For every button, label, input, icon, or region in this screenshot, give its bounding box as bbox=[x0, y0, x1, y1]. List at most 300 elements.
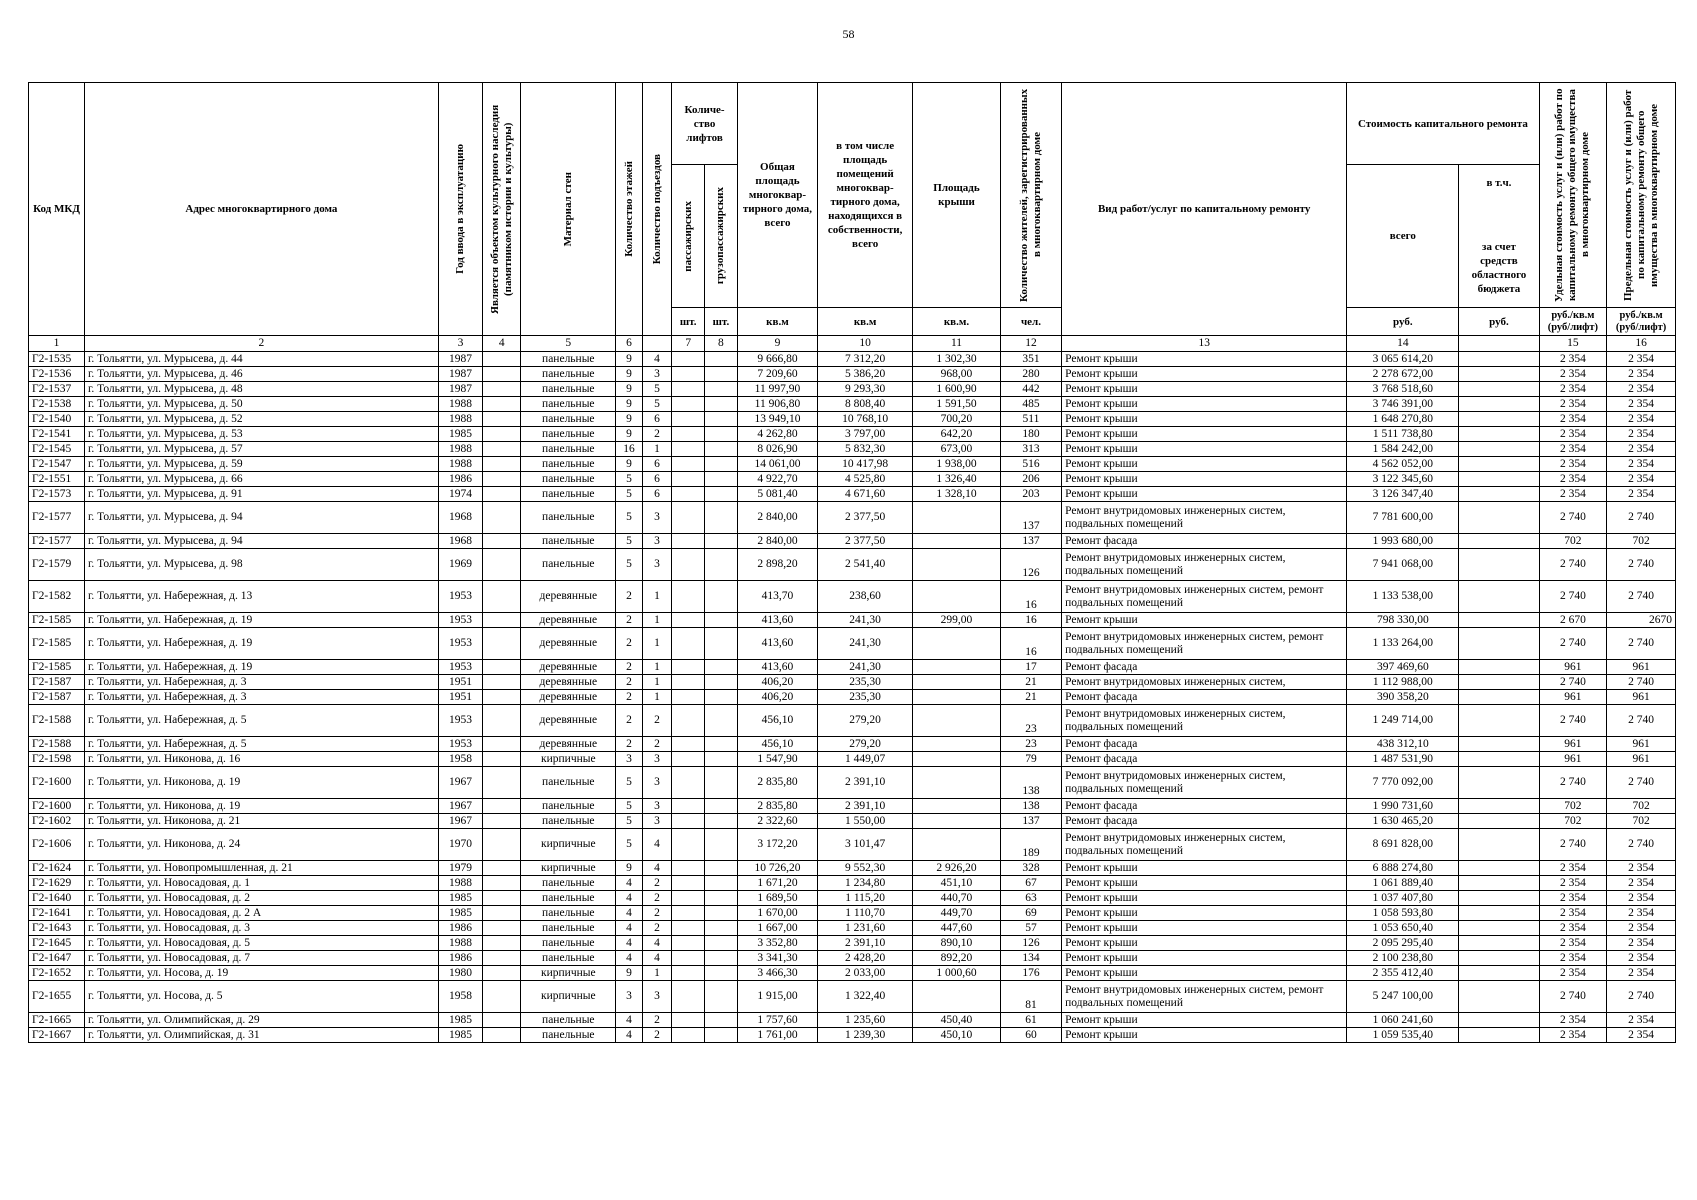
cell-residents: 21 bbox=[1000, 690, 1061, 705]
cell-area-total: 406,20 bbox=[737, 690, 817, 705]
cell-floors: 9 bbox=[616, 427, 642, 442]
cell-address: г. Тольятти, ул. Новосадовая, д. 1 bbox=[84, 876, 438, 891]
table-row bbox=[29, 427, 1676, 442]
cell-area-owned: 1 550,00 bbox=[818, 814, 913, 829]
cell-address: г. Тольятти, ул. Олимпийская, д. 31 bbox=[84, 1028, 438, 1043]
cell-unit-cost: 2 354 bbox=[1539, 382, 1607, 397]
cell-walls: панельные bbox=[521, 549, 616, 581]
cell-lifts-passenger bbox=[672, 660, 705, 675]
cell-entrances: 4 bbox=[642, 936, 672, 951]
cell-cost-total: 438 312,10 bbox=[1347, 737, 1459, 752]
cell-area-total: 2 840,00 bbox=[737, 502, 817, 534]
cell-residents: 485 bbox=[1000, 397, 1061, 412]
cell-year: 1951 bbox=[438, 675, 482, 690]
cell-address: г. Тольятти, ул. Мурысева, д. 46 bbox=[84, 367, 438, 382]
header-cost-regional bbox=[1459, 165, 1539, 308]
cell-area-owned: 9 293,30 bbox=[818, 382, 913, 397]
cell-lifts-passenger bbox=[672, 906, 705, 921]
cell-cost-regional bbox=[1459, 891, 1539, 906]
cell-work-type: Ремонт крыши bbox=[1062, 936, 1347, 951]
header-max-cost: Предельная стоимость услуг и (или) работ по капитальному ремонту общего имущества в многоквартирном доме bbox=[1607, 83, 1676, 308]
cell-cost-total: 1 249 714,00 bbox=[1347, 705, 1459, 737]
cell-max-cost: 2 354 bbox=[1607, 397, 1676, 412]
cell-area-total: 4 262,80 bbox=[737, 427, 817, 442]
cell-code: Г2-1551 bbox=[29, 472, 85, 487]
header-cost-total: всего bbox=[1347, 165, 1459, 308]
header-walls: Материал стен bbox=[521, 83, 616, 336]
cell-lifts-cargo bbox=[705, 628, 738, 660]
cell-residents: 23 bbox=[1000, 737, 1061, 752]
cell-address: г. Тольятти, ул. Носова, д. 5 bbox=[84, 981, 438, 1013]
cell-lifts-passenger bbox=[672, 921, 705, 936]
cell-work-type: Ремонт внутридомовых инженерных систем, подвальных помещений bbox=[1062, 502, 1347, 534]
cell-cost-total: 3 768 518,60 bbox=[1347, 382, 1459, 397]
cell-floors: 2 bbox=[616, 675, 642, 690]
cell-work-type: Ремонт крыши bbox=[1062, 906, 1347, 921]
cell-heritage bbox=[483, 767, 521, 799]
cell-lifts-passenger bbox=[672, 876, 705, 891]
cell-walls: панельные bbox=[521, 397, 616, 412]
cell-unit-cost: 961 bbox=[1539, 660, 1607, 675]
cell-work-type: Ремонт крыши bbox=[1062, 966, 1347, 981]
cell-walls: панельные bbox=[521, 412, 616, 427]
cell-floors: 5 bbox=[616, 549, 642, 581]
cell-area-owned: 1 235,60 bbox=[818, 1013, 913, 1028]
column-number: 3 bbox=[438, 336, 482, 352]
table-row bbox=[29, 472, 1676, 487]
cell-lifts-cargo bbox=[705, 814, 738, 829]
cell-area-owned: 4 671,60 bbox=[818, 487, 913, 502]
page-number: 58 bbox=[842, 27, 855, 41]
cell-lifts-passenger bbox=[672, 814, 705, 829]
header-year: Год ввода в эксплуатацию bbox=[438, 83, 482, 336]
cell-work-type: Ремонт внутридомовых инженерных систем, подвальных помещений bbox=[1062, 767, 1347, 799]
table-row bbox=[29, 799, 1676, 814]
cell-code: Г2-1541 bbox=[29, 427, 85, 442]
cell-code: Г2-1667 bbox=[29, 1028, 85, 1043]
cell-cost-regional bbox=[1459, 549, 1539, 581]
cell-code: Г2-1587 bbox=[29, 675, 85, 690]
cell-residents: 137 bbox=[1000, 502, 1061, 534]
cell-area-total: 3 172,20 bbox=[737, 829, 817, 861]
cell-code: Г2-1540 bbox=[29, 412, 85, 427]
cell-address: г. Тольятти, ул. Олимпийская, д. 29 bbox=[84, 1013, 438, 1028]
cell-area-total: 11 906,80 bbox=[737, 397, 817, 412]
cell-heritage bbox=[483, 951, 521, 966]
cell-code: Г2-1588 bbox=[29, 705, 85, 737]
cell-entrances: 6 bbox=[642, 412, 672, 427]
cell-year: 1967 bbox=[438, 799, 482, 814]
cell-cost-total: 4 562 052,00 bbox=[1347, 457, 1459, 472]
cell-work-type: Ремонт крыши bbox=[1062, 427, 1347, 442]
cell-cost-regional bbox=[1459, 690, 1539, 705]
cell-address: г. Тольятти, ул. Новопромышленная, д. 21 bbox=[84, 861, 438, 876]
column-number: 7 bbox=[672, 336, 705, 352]
cell-roof-area: 673,00 bbox=[913, 442, 1001, 457]
cell-lifts-cargo bbox=[705, 581, 738, 613]
cell-cost-regional bbox=[1459, 442, 1539, 457]
table-row bbox=[29, 1028, 1676, 1043]
cell-address: г. Тольятти, ул. Новосадовая, д. 5 bbox=[84, 936, 438, 951]
cell-residents: 137 bbox=[1000, 814, 1061, 829]
cell-area-total: 10 726,20 bbox=[737, 861, 817, 876]
cell-lifts-cargo bbox=[705, 549, 738, 581]
cell-cost-total: 7 770 092,00 bbox=[1347, 767, 1459, 799]
cell-walls: кирпичные bbox=[521, 829, 616, 861]
cell-lifts-cargo bbox=[705, 876, 738, 891]
cell-area-total: 2 322,60 bbox=[737, 814, 817, 829]
column-number bbox=[642, 336, 672, 352]
cell-roof-area: 1 591,50 bbox=[913, 397, 1001, 412]
cell-heritage bbox=[483, 534, 521, 549]
cell-walls: деревянные bbox=[521, 690, 616, 705]
cell-entrances: 1 bbox=[642, 442, 672, 457]
cell-cost-regional bbox=[1459, 581, 1539, 613]
cell-code: Г2-1585 bbox=[29, 660, 85, 675]
cell-entrances: 2 bbox=[642, 427, 672, 442]
cell-unit-cost: 702 bbox=[1539, 814, 1607, 829]
cell-code: Г2-1537 bbox=[29, 382, 85, 397]
cell-area-total: 1 667,00 bbox=[737, 921, 817, 936]
cell-entrances: 3 bbox=[642, 534, 672, 549]
cell-residents: 351 bbox=[1000, 352, 1061, 367]
cell-heritage bbox=[483, 981, 521, 1013]
cell-work-type: Ремонт фасада bbox=[1062, 752, 1347, 767]
cell-lifts-passenger bbox=[672, 427, 705, 442]
cell-lifts-cargo bbox=[705, 412, 738, 427]
cell-entrances: 1 bbox=[642, 660, 672, 675]
cell-address: г. Тольятти, ул. Новосадовая, д. 2 А bbox=[84, 906, 438, 921]
cell-area-total: 1 670,00 bbox=[737, 906, 817, 921]
cell-cost-regional bbox=[1459, 382, 1539, 397]
cell-cost-total: 8 691 828,00 bbox=[1347, 829, 1459, 861]
cell-work-type: Ремонт внутридомовых инженерных систем, подвальных помещений bbox=[1062, 549, 1347, 581]
cell-cost-total: 2 100 238,80 bbox=[1347, 951, 1459, 966]
cell-unit-cost: 2 354 bbox=[1539, 861, 1607, 876]
cell-heritage bbox=[483, 921, 521, 936]
cell-floors: 5 bbox=[616, 502, 642, 534]
column-number: 9 bbox=[737, 336, 817, 352]
cell-floors: 9 bbox=[616, 457, 642, 472]
cell-walls: панельные bbox=[521, 352, 616, 367]
cell-lifts-passenger bbox=[672, 549, 705, 581]
table-row bbox=[29, 814, 1676, 829]
cell-entrances: 1 bbox=[642, 675, 672, 690]
table-row bbox=[29, 367, 1676, 382]
header-work-type: Вид работ/услуг по капитальному ремонту bbox=[1062, 83, 1347, 336]
cell-lifts-passenger bbox=[672, 690, 705, 705]
cell-lifts-cargo bbox=[705, 382, 738, 397]
header-area-total: Общая площадь многоквар-тирного дома, всего bbox=[737, 83, 817, 308]
cell-work-type: Ремонт крыши bbox=[1062, 487, 1347, 502]
cell-entrances: 1 bbox=[642, 690, 672, 705]
cell-lifts-passenger bbox=[672, 767, 705, 799]
cell-cost-total: 6 888 274,80 bbox=[1347, 861, 1459, 876]
cell-address: г. Тольятти, ул. Мурысева, д. 44 bbox=[84, 352, 438, 367]
cell-cost-regional bbox=[1459, 936, 1539, 951]
cell-floors: 4 bbox=[616, 951, 642, 966]
header-lifts-passenger: пассажирских bbox=[672, 165, 705, 308]
cell-lifts-cargo bbox=[705, 767, 738, 799]
cell-cost-regional bbox=[1459, 412, 1539, 427]
cell-walls: панельные bbox=[521, 487, 616, 502]
table-row bbox=[29, 906, 1676, 921]
cell-cost-total: 1 584 242,00 bbox=[1347, 442, 1459, 457]
cell-area-total: 8 026,90 bbox=[737, 442, 817, 457]
cell-code: Г2-1587 bbox=[29, 690, 85, 705]
cell-heritage bbox=[483, 427, 521, 442]
cell-code: Г2-1538 bbox=[29, 397, 85, 412]
cell-floors: 2 bbox=[616, 705, 642, 737]
cell-year: 1968 bbox=[438, 502, 482, 534]
cell-unit-cost: 2 740 bbox=[1539, 549, 1607, 581]
cell-area-total: 3 466,30 bbox=[737, 966, 817, 981]
cell-heritage bbox=[483, 799, 521, 814]
cell-unit-cost: 2 354 bbox=[1539, 936, 1607, 951]
cell-address: г. Тольятти, ул. Никонова, д. 19 bbox=[84, 799, 438, 814]
cell-max-cost: 2 740 bbox=[1607, 549, 1676, 581]
cell-area-owned: 241,30 bbox=[818, 660, 913, 675]
cell-year: 1987 bbox=[438, 367, 482, 382]
cell-residents: 206 bbox=[1000, 472, 1061, 487]
cell-max-cost: 2 354 bbox=[1607, 442, 1676, 457]
cell-lifts-passenger bbox=[672, 829, 705, 861]
cell-roof-area bbox=[913, 549, 1001, 581]
cell-residents: 16 bbox=[1000, 613, 1061, 628]
cell-year: 1953 bbox=[438, 705, 482, 737]
cell-unit-cost: 2 354 bbox=[1539, 352, 1607, 367]
cell-work-type: Ремонт крыши bbox=[1062, 951, 1347, 966]
cell-address: г. Тольятти, ул. Мурысева, д. 98 bbox=[84, 549, 438, 581]
cell-area-total: 7 209,60 bbox=[737, 367, 817, 382]
column-number: 15 bbox=[1539, 336, 1607, 352]
table-row bbox=[29, 487, 1676, 502]
cell-unit-cost: 702 bbox=[1539, 534, 1607, 549]
cell-floors: 2 bbox=[616, 737, 642, 752]
cell-walls: панельные bbox=[521, 427, 616, 442]
cell-work-type: Ремонт фасада bbox=[1062, 737, 1347, 752]
cell-lifts-cargo bbox=[705, 936, 738, 951]
cell-floors: 3 bbox=[616, 752, 642, 767]
cell-walls: панельные bbox=[521, 1013, 616, 1028]
cell-walls: панельные bbox=[521, 457, 616, 472]
cell-work-type: Ремонт фасада bbox=[1062, 799, 1347, 814]
cell-lifts-passenger bbox=[672, 457, 705, 472]
cell-area-owned: 9 552,30 bbox=[818, 861, 913, 876]
cell-area-owned: 2 428,20 bbox=[818, 951, 913, 966]
cell-lifts-passenger bbox=[672, 705, 705, 737]
cell-unit-cost: 2 740 bbox=[1539, 705, 1607, 737]
cell-lifts-passenger bbox=[672, 1028, 705, 1043]
cell-entrances: 2 bbox=[642, 891, 672, 906]
cell-lifts-cargo bbox=[705, 367, 738, 382]
cell-max-cost: 961 bbox=[1607, 660, 1676, 675]
cell-heritage bbox=[483, 549, 521, 581]
cell-unit-cost: 2 354 bbox=[1539, 966, 1607, 981]
cell-floors: 5 bbox=[616, 767, 642, 799]
cell-lifts-passenger bbox=[672, 628, 705, 660]
cell-heritage bbox=[483, 457, 521, 472]
cell-cost-total: 7 941 068,00 bbox=[1347, 549, 1459, 581]
cell-year: 1953 bbox=[438, 737, 482, 752]
cell-unit-cost: 2 740 bbox=[1539, 581, 1607, 613]
cell-work-type: Ремонт внутридомовых инженерных систем, подвальных помещений bbox=[1062, 705, 1347, 737]
unit-roof-area: кв.м. bbox=[913, 308, 1001, 336]
cell-lifts-cargo bbox=[705, 829, 738, 861]
header-entrances: Количество подъездов bbox=[642, 83, 672, 336]
cell-cost-total: 2 278 672,00 bbox=[1347, 367, 1459, 382]
cell-entrances: 3 bbox=[642, 502, 672, 534]
cell-work-type: Ремонт фасада bbox=[1062, 534, 1347, 549]
cell-area-owned: 241,30 bbox=[818, 628, 913, 660]
cell-work-type: Ремонт внутридомовых инженерных систем, ремонт подвальных помещений bbox=[1062, 628, 1347, 660]
cell-lifts-passenger bbox=[672, 737, 705, 752]
cell-unit-cost: 2 354 bbox=[1539, 367, 1607, 382]
cell-walls: панельные bbox=[521, 382, 616, 397]
cell-area-total: 3 341,30 bbox=[737, 951, 817, 966]
column-number: 1 bbox=[29, 336, 85, 352]
cell-work-type: Ремонт крыши bbox=[1062, 442, 1347, 457]
cell-unit-cost: 961 bbox=[1539, 737, 1607, 752]
cell-area-owned: 2 377,50 bbox=[818, 534, 913, 549]
cell-entrances: 3 bbox=[642, 752, 672, 767]
cell-floors: 4 bbox=[616, 891, 642, 906]
cell-walls: панельные bbox=[521, 534, 616, 549]
cell-area-owned: 3 797,00 bbox=[818, 427, 913, 442]
cell-cost-regional bbox=[1459, 906, 1539, 921]
cell-address: г. Тольятти, ул. Набережная, д. 19 bbox=[84, 613, 438, 628]
cell-residents: 69 bbox=[1000, 906, 1061, 921]
cell-entrances: 3 bbox=[642, 814, 672, 829]
cell-lifts-passenger bbox=[672, 861, 705, 876]
cell-entrances: 2 bbox=[642, 705, 672, 737]
cell-heritage bbox=[483, 660, 521, 675]
cell-floors: 4 bbox=[616, 906, 642, 921]
cell-heritage bbox=[483, 628, 521, 660]
table-row bbox=[29, 628, 1676, 660]
cell-walls: деревянные bbox=[521, 613, 616, 628]
cell-year: 1980 bbox=[438, 966, 482, 981]
unit-unit-cost: руб./кв.м (руб/лифт) bbox=[1539, 308, 1607, 336]
cell-unit-cost: 2 740 bbox=[1539, 767, 1607, 799]
cell-area-owned: 8 808,40 bbox=[818, 397, 913, 412]
cell-entrances: 6 bbox=[642, 472, 672, 487]
cell-roof-area: 447,60 bbox=[913, 921, 1001, 936]
header-roof-area: Площадь крыши bbox=[913, 83, 1001, 308]
cell-entrances: 3 bbox=[642, 767, 672, 799]
cell-year: 1974 bbox=[438, 487, 482, 502]
cell-floors: 9 bbox=[616, 966, 642, 981]
cell-year: 1958 bbox=[438, 981, 482, 1013]
unit-area-total: кв.м bbox=[737, 308, 817, 336]
cell-roof-area bbox=[913, 534, 1001, 549]
cell-area-owned: 235,30 bbox=[818, 690, 913, 705]
cell-residents: 63 bbox=[1000, 891, 1061, 906]
cell-area-total: 5 081,40 bbox=[737, 487, 817, 502]
cell-max-cost: 2 354 bbox=[1607, 352, 1676, 367]
cell-roof-area: 1 326,40 bbox=[913, 472, 1001, 487]
header-unit-cost: Удельная стоимость услуг и (или) работ по капитальному ремонту общего имущества в многоквартирном доме bbox=[1539, 83, 1607, 308]
cell-year: 1988 bbox=[438, 412, 482, 427]
cell-year: 1970 bbox=[438, 829, 482, 861]
cell-heritage bbox=[483, 1013, 521, 1028]
cell-work-type: Ремонт крыши bbox=[1062, 382, 1347, 397]
cell-year: 1953 bbox=[438, 628, 482, 660]
cell-lifts-cargo bbox=[705, 981, 738, 1013]
cell-floors: 2 bbox=[616, 690, 642, 705]
cell-year: 1988 bbox=[438, 442, 482, 457]
cell-area-owned: 1 239,30 bbox=[818, 1028, 913, 1043]
cell-unit-cost: 2 740 bbox=[1539, 502, 1607, 534]
cell-address: г. Тольятти, ул. Мурысева, д. 94 bbox=[84, 534, 438, 549]
cell-unit-cost: 2 740 bbox=[1539, 981, 1607, 1013]
cell-work-type: Ремонт крыши bbox=[1062, 457, 1347, 472]
cell-address: г. Тольятти, ул. Новосадовая, д. 2 bbox=[84, 891, 438, 906]
cell-residents: 280 bbox=[1000, 367, 1061, 382]
cell-work-type: Ремонт крыши bbox=[1062, 921, 1347, 936]
cell-lifts-cargo bbox=[705, 534, 738, 549]
cell-walls: деревянные bbox=[521, 660, 616, 675]
cell-cost-total: 3 065 614,20 bbox=[1347, 352, 1459, 367]
cell-heritage bbox=[483, 352, 521, 367]
cell-lifts-cargo bbox=[705, 472, 738, 487]
cell-heritage bbox=[483, 1028, 521, 1043]
cell-unit-cost: 2 354 bbox=[1539, 921, 1607, 936]
cell-year: 1986 bbox=[438, 472, 482, 487]
cell-code: Г2-1665 bbox=[29, 1013, 85, 1028]
cell-roof-area bbox=[913, 675, 1001, 690]
cell-code: Г2-1545 bbox=[29, 442, 85, 457]
cell-area-total: 14 061,00 bbox=[737, 457, 817, 472]
cell-max-cost: 2 354 bbox=[1607, 861, 1676, 876]
cell-code: Г2-1577 bbox=[29, 534, 85, 549]
cell-area-owned: 1 231,60 bbox=[818, 921, 913, 936]
cell-unit-cost: 961 bbox=[1539, 752, 1607, 767]
cell-address: г. Тольятти, ул. Набережная, д. 5 bbox=[84, 737, 438, 752]
cell-cost-total: 397 469,60 bbox=[1347, 660, 1459, 675]
cell-heritage bbox=[483, 581, 521, 613]
column-number: 2 bbox=[84, 336, 438, 352]
cell-area-total: 456,10 bbox=[737, 705, 817, 737]
cell-entrances: 3 bbox=[642, 799, 672, 814]
column-number: 14 bbox=[1347, 336, 1459, 352]
cell-residents: 313 bbox=[1000, 442, 1061, 457]
cell-residents: 81 bbox=[1000, 981, 1061, 1013]
cell-roof-area bbox=[913, 581, 1001, 613]
cell-work-type: Ремонт фасада bbox=[1062, 690, 1347, 705]
cell-cost-regional bbox=[1459, 427, 1539, 442]
cell-code: Г2-1573 bbox=[29, 487, 85, 502]
column-number: 5 bbox=[521, 336, 616, 352]
cell-area-total: 11 997,90 bbox=[737, 382, 817, 397]
cell-max-cost: 2 740 bbox=[1607, 675, 1676, 690]
cell-residents: 16 bbox=[1000, 581, 1061, 613]
cell-work-type: Ремонт крыши bbox=[1062, 861, 1347, 876]
cell-address: г. Тольятти, ул. Мурысева, д. 57 bbox=[84, 442, 438, 457]
cell-max-cost: 2 354 bbox=[1607, 457, 1676, 472]
cell-area-owned: 10 768,10 bbox=[818, 412, 913, 427]
cell-address: г. Тольятти, ул. Новосадовая, д. 7 bbox=[84, 951, 438, 966]
cell-entrances: 1 bbox=[642, 966, 672, 981]
cell-lifts-passenger bbox=[672, 752, 705, 767]
cell-code: Г2-1641 bbox=[29, 906, 85, 921]
cell-roof-area: 1 328,10 bbox=[913, 487, 1001, 502]
cell-cost-total: 1 058 593,80 bbox=[1347, 906, 1459, 921]
cell-max-cost: 2 740 bbox=[1607, 981, 1676, 1013]
cell-area-owned: 279,20 bbox=[818, 705, 913, 737]
cell-code: Г2-1579 bbox=[29, 549, 85, 581]
cell-cost-regional bbox=[1459, 1028, 1539, 1043]
